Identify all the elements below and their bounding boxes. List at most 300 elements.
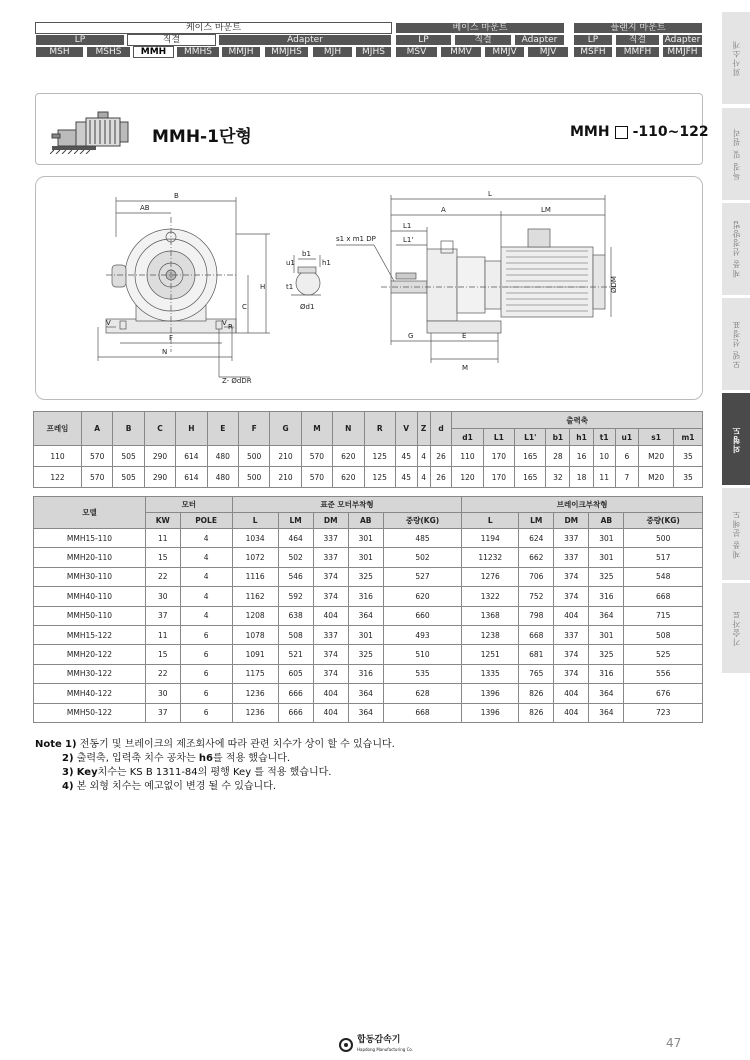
table-row	[34, 684, 703, 703]
table-cell: 16	[570, 446, 594, 467]
table-cell: MMH50-122	[34, 703, 146, 722]
dim-col-header: E	[207, 412, 238, 446]
nav-row3-item-0[interactable]: MSH	[35, 46, 84, 58]
table-cell: 676	[624, 684, 703, 703]
table-cell: 210	[270, 467, 301, 488]
table-cell: 364	[589, 684, 624, 703]
note-line	[35, 738, 395, 752]
side-tab-4[interactable]	[722, 393, 750, 487]
table-cell: 668	[519, 625, 554, 644]
table-cell: 715	[624, 606, 703, 625]
table-cell: 316	[348, 664, 383, 683]
table-cell: 706	[519, 567, 554, 586]
note-text-post: 치수는 KS B 1311-84의 평행 Key 를 적용 했습니다.	[97, 767, 332, 778]
note-text: 본 외형 치수는 예고없이 변경 될 수 있습니다.	[76, 781, 277, 792]
table-cell: 502	[278, 548, 313, 567]
motor-sub-header: KW	[146, 513, 181, 529]
table-cell: 4	[180, 529, 232, 548]
table-cell: 1091	[232, 645, 278, 664]
nav-row3-item-6[interactable]: MJH	[312, 46, 353, 58]
nav-row2-item-6[interactable]: LP	[573, 34, 613, 46]
table-cell: 337	[554, 548, 589, 567]
motor-sub-header: AB	[589, 513, 624, 529]
table-cell: 1072	[232, 548, 278, 567]
nav-row3-item-9[interactable]: MMV	[440, 46, 482, 58]
note-label: Note	[35, 739, 62, 750]
table-cell: 4	[180, 606, 232, 625]
table-cell: 26	[430, 467, 452, 488]
table-cell: 325	[589, 567, 624, 586]
motor-sub-header: AB	[348, 513, 383, 529]
note-line	[35, 766, 395, 780]
side-tab-2[interactable]	[722, 203, 750, 297]
table-cell: 668	[383, 703, 462, 722]
table-cell: 1396	[462, 684, 519, 703]
table-cell: 527	[383, 567, 462, 586]
table-cell: 325	[348, 645, 383, 664]
table-cell: 122	[34, 467, 82, 488]
nav-row2-item-8[interactable]: Adapter	[662, 34, 703, 46]
dim-label-t1: t1	[286, 283, 294, 291]
table-cell: 11	[146, 529, 181, 548]
table-cell: 6	[180, 703, 232, 722]
table-row	[34, 548, 703, 567]
table-cell: 37	[146, 703, 181, 722]
nav-row3-item-8[interactable]: MSV	[395, 46, 438, 58]
nav-row2-item-2[interactable]: Adapter	[218, 34, 392, 46]
side-tab-6[interactable]	[722, 583, 750, 675]
side-tab-1[interactable]	[722, 108, 750, 202]
nav-row2-item-1[interactable]: 직결	[127, 34, 216, 46]
table-cell: 480	[207, 467, 238, 488]
table-cell: 316	[589, 587, 624, 606]
model-code-suffix: -110~122	[632, 124, 709, 140]
table-cell: 7	[615, 467, 639, 488]
company-name-en: Hapdong Manufacturing Co.	[357, 1047, 414, 1052]
model-size-box	[615, 126, 628, 139]
table-cell: 666	[278, 703, 313, 722]
table-cell: 464	[278, 529, 313, 548]
table-cell: 500	[238, 446, 269, 467]
nav-row3-item-12[interactable]: MSFH	[573, 46, 613, 58]
dim-label-C: C	[242, 303, 247, 311]
table-cell: 404	[313, 606, 348, 625]
table-cell: 570	[82, 446, 113, 467]
nav-row2-item-5[interactable]: Adapter	[514, 34, 565, 46]
table-cell: 11	[593, 467, 615, 488]
table-cell: 4	[180, 587, 232, 606]
table-cell: 18	[570, 467, 594, 488]
note-text-post: 를 적용 했습니다.	[212, 753, 291, 764]
page-number: 47	[666, 1036, 682, 1050]
dim-sub-header: d1	[452, 429, 483, 446]
table-cell: 170	[483, 467, 514, 488]
table-cell: MMH20-122	[34, 645, 146, 664]
table-cell: 508	[278, 625, 313, 644]
table-row	[34, 446, 703, 467]
table-cell: 4	[417, 467, 430, 488]
dim-label-H: H	[260, 283, 266, 291]
dim-sub-header: s1	[639, 429, 674, 446]
table-row	[34, 664, 703, 683]
table-cell: 6	[180, 684, 232, 703]
note-text: 출력축, 입력축 치수 공차는	[76, 753, 199, 764]
nav-row-connection-types	[35, 34, 703, 46]
table-cell: 374	[554, 645, 589, 664]
nav-row3-item-4[interactable]: MMJH	[221, 46, 261, 58]
table-row	[34, 529, 703, 548]
table-cell: 11	[146, 625, 181, 644]
nav-row1-item-0[interactable]: 케이스 마운트	[35, 22, 392, 34]
table-cell: 110	[452, 446, 483, 467]
dim-col-header: 프레임	[34, 412, 82, 446]
table-cell: 666	[278, 684, 313, 703]
table-cell: 1236	[232, 703, 278, 722]
table-cell: 37	[146, 606, 181, 625]
dim-sub-header: L1'	[515, 429, 546, 446]
table-cell: 301	[348, 529, 383, 548]
motor-sub-header: 중량(KG)	[624, 513, 703, 529]
table-cell: 765	[519, 664, 554, 683]
table-cell: 1276	[462, 567, 519, 586]
dim-sub-header: h1	[570, 429, 594, 446]
nav-row2-item-4[interactable]: 직결	[454, 34, 512, 46]
table-cell: 480	[207, 446, 238, 467]
table-cell: 337	[313, 625, 348, 644]
table-cell: 301	[589, 625, 624, 644]
table-cell: 374	[554, 587, 589, 606]
motor-sub-header: LM	[519, 513, 554, 529]
table-cell: 638	[278, 606, 313, 625]
table-cell: 337	[313, 529, 348, 548]
table-cell: 500	[624, 529, 703, 548]
table-cell: 620	[333, 467, 364, 488]
table-cell: 620	[383, 587, 462, 606]
table-cell: MMH15-122	[34, 625, 146, 644]
table-cell: 301	[589, 529, 624, 548]
side-tab-label: 기술자료	[731, 610, 741, 646]
table-cell: 1238	[462, 625, 519, 644]
dim-col-header: C	[144, 412, 175, 446]
table-cell: 374	[313, 567, 348, 586]
note-number: 4)	[62, 781, 74, 792]
nav-row2-item-3[interactable]: LP	[395, 34, 452, 46]
note-line	[35, 752, 395, 766]
table-cell: 6	[615, 446, 639, 467]
col-model: 모델	[34, 497, 146, 529]
table-cell: 15	[146, 548, 181, 567]
table-cell: 505	[113, 446, 144, 467]
table-cell: 505	[113, 467, 144, 488]
dim-sub-header: b1	[546, 429, 570, 446]
table-cell: 28	[546, 446, 570, 467]
table-cell: 1396	[462, 703, 519, 722]
table-cell: 170	[483, 446, 514, 467]
nav-row3-item-3[interactable]: MMHS	[176, 46, 220, 58]
table-cell: 6	[180, 645, 232, 664]
table-cell: 26	[430, 446, 452, 467]
nav-row3-item-7[interactable]: MJHS	[355, 46, 392, 58]
dim-label-zdr: Z- ØdDR	[222, 377, 252, 385]
table-row	[34, 587, 703, 606]
nav-row2-item-0[interactable]: LP	[35, 34, 125, 46]
nav-row1-item-1[interactable]: 베이스 마운트	[395, 22, 565, 34]
dim-label-B: B	[174, 192, 179, 200]
nav-row3-item-14[interactable]: MMJFH	[662, 46, 703, 58]
table-cell: 570	[301, 467, 332, 488]
table-cell: 1116	[232, 567, 278, 586]
notes	[35, 738, 395, 794]
nav-row1-item-2[interactable]: 플랜지 마운트	[573, 22, 703, 34]
dim-label-h1: h1	[322, 259, 331, 267]
side-tab-label: 특징 및 원리	[731, 127, 741, 181]
dim-col-header: B	[113, 412, 144, 446]
side-tab-3[interactable]	[722, 298, 750, 392]
table-cell: 325	[348, 567, 383, 586]
table-cell: 374	[313, 664, 348, 683]
dim-sub-header: t1	[593, 429, 615, 446]
dim-label-V-right: V	[222, 319, 227, 327]
table-cell: 628	[383, 684, 462, 703]
table-cell: 4	[180, 548, 232, 567]
nav-row-models	[35, 46, 703, 58]
drawing-panel	[35, 176, 703, 400]
side-tab-label: 제품 분해도	[731, 509, 741, 559]
note-bold: Key	[76, 767, 98, 778]
dim-label-LM: LM	[541, 206, 551, 214]
col-std-group: 표준 모터부착형	[232, 497, 462, 513]
dim-col-header: M	[301, 412, 332, 446]
table-cell: 364	[348, 703, 383, 722]
table-cell: 798	[519, 606, 554, 625]
dim-label-L1p: L1'	[403, 236, 414, 244]
dim-label-V-left: V	[106, 319, 111, 327]
table-cell: 662	[519, 548, 554, 567]
motor-sub-header: DM	[313, 513, 348, 529]
table-cell: 1194	[462, 529, 519, 548]
table-cell: 210	[270, 446, 301, 467]
table-cell: 125	[364, 446, 395, 467]
table-cell: 548	[624, 567, 703, 586]
table-cell: 508	[624, 625, 703, 644]
table-cell: 620	[333, 446, 364, 467]
model-code	[570, 124, 709, 140]
table-cell: 485	[383, 529, 462, 548]
note-number: 1)	[65, 739, 77, 750]
table-cell: 165	[515, 467, 546, 488]
table-cell: 1208	[232, 606, 278, 625]
side-tab-label: 회사소개	[731, 40, 741, 76]
table-cell: M20	[639, 467, 674, 488]
dim-col-header: F	[238, 412, 269, 446]
table-cell: 10	[593, 446, 615, 467]
dim-label-F: F	[169, 334, 174, 342]
company-name: 합동감속기	[357, 1035, 401, 1045]
table-cell: 316	[348, 587, 383, 606]
table-cell: 1078	[232, 625, 278, 644]
side-tab-label: 모델 선정표	[731, 319, 741, 369]
table-cell: 1162	[232, 587, 278, 606]
table-cell: 535	[383, 664, 462, 683]
nav-row3-item-1[interactable]: MSHS	[86, 46, 131, 58]
reducer-icon	[50, 108, 134, 154]
dim-label-A: A	[441, 206, 446, 214]
table-row	[34, 625, 703, 644]
table-cell: 316	[589, 664, 624, 683]
table-cell: 337	[554, 529, 589, 548]
table-cell: 364	[589, 703, 624, 722]
table-cell: 570	[301, 446, 332, 467]
table-cell: 364	[348, 684, 383, 703]
table-cell: 110	[34, 446, 82, 467]
dim-col-header: N	[333, 412, 364, 446]
table-cell: 556	[624, 664, 703, 683]
table-cell: 1236	[232, 684, 278, 703]
table-cell: MMH30-122	[34, 664, 146, 683]
table-cell: 502	[383, 548, 462, 567]
dim-col-header: H	[176, 412, 207, 446]
table-cell: MMH15-110	[34, 529, 146, 548]
table-cell: 364	[589, 606, 624, 625]
table-cell: MMH50-110	[34, 606, 146, 625]
dim-sub-header: L1	[483, 429, 514, 446]
title-panel	[35, 93, 709, 165]
table-cell: 546	[278, 567, 313, 586]
table-cell: 404	[554, 684, 589, 703]
table-cell: 22	[146, 664, 181, 683]
side-tab-5[interactable]	[722, 488, 750, 582]
table-cell: 35	[674, 467, 703, 488]
table-cell: 15	[146, 645, 181, 664]
nav-row3-item-10[interactable]: MMJV	[484, 46, 525, 58]
table-cell: 374	[313, 587, 348, 606]
motor-sub-header: L	[462, 513, 519, 529]
model-code-prefix: MMH	[570, 124, 610, 140]
table-cell: 32	[546, 467, 570, 488]
table-cell: 404	[554, 703, 589, 722]
table-cell: 752	[519, 587, 554, 606]
motor-table	[33, 496, 703, 723]
dim-label-R: R	[228, 323, 233, 331]
table-cell: 337	[313, 548, 348, 567]
dim-label-u1: u1	[286, 259, 295, 267]
table-cell: 1175	[232, 664, 278, 683]
note-bold: h6	[198, 753, 213, 764]
dim-sub-header: m1	[674, 429, 703, 446]
dim-label-E: E	[462, 332, 467, 340]
table-cell: M20	[639, 446, 674, 467]
table-cell: 404	[554, 606, 589, 625]
table-cell: 826	[519, 684, 554, 703]
table-cell: 6	[180, 664, 232, 683]
nav-row2-item-7[interactable]: 직결	[615, 34, 660, 46]
dim-label-N: N	[162, 348, 168, 356]
dim-label-L1: L1	[403, 222, 412, 230]
nav-row3-item-13[interactable]: MMFH	[615, 46, 660, 58]
table-cell: 1335	[462, 664, 519, 683]
table-cell: 681	[519, 645, 554, 664]
table-cell: 290	[144, 467, 175, 488]
dim-sub-header: u1	[615, 429, 639, 446]
table-cell: 500	[238, 467, 269, 488]
note-text: 전동기 및 브레이크의 제조회사에 따라 관련 치수가 상이 할 수 있습니다.	[79, 739, 395, 750]
table-cell: MMH30-110	[34, 567, 146, 586]
nav-row3-item-5[interactable]: MMJHS	[264, 46, 309, 58]
table-cell: 325	[589, 645, 624, 664]
dim-label-M: M	[462, 364, 469, 372]
table-row	[34, 645, 703, 664]
motor-sub-header: LM	[278, 513, 313, 529]
dim-col-group-output: 출력축	[452, 412, 703, 429]
dim-label-d1: Ød1	[300, 303, 315, 311]
side-tab-0[interactable]	[722, 12, 750, 106]
table-cell: 4	[180, 567, 232, 586]
table-row	[34, 703, 703, 722]
table-cell: 301	[589, 548, 624, 567]
table-cell: 521	[278, 645, 313, 664]
table-cell: 6	[180, 625, 232, 644]
table-cell: 301	[348, 625, 383, 644]
nav-row3-item-11[interactable]: MJV	[527, 46, 569, 58]
table-cell: 723	[624, 703, 703, 722]
table-cell: 165	[515, 446, 546, 467]
dim-col-header: G	[270, 412, 301, 446]
table-cell: 525	[624, 645, 703, 664]
table-cell: 35	[674, 446, 703, 467]
table-cell: 404	[313, 703, 348, 722]
note-number: 2)	[62, 753, 74, 764]
table-cell: 592	[278, 587, 313, 606]
table-row	[34, 467, 703, 488]
table-cell: 30	[146, 684, 181, 703]
table-cell: 337	[554, 625, 589, 644]
table-cell: 668	[624, 587, 703, 606]
table-cell: MMH40-122	[34, 684, 146, 703]
table-cell: 404	[313, 684, 348, 703]
table-cell: 22	[146, 567, 181, 586]
table-cell: 1034	[232, 529, 278, 548]
motor-sub-header: 중량(KG)	[383, 513, 462, 529]
dim-label-DM: ØDM	[610, 276, 618, 293]
table-cell: 517	[624, 548, 703, 567]
table-cell: MMH20-110	[34, 548, 146, 567]
dim-label-b1: b1	[302, 250, 311, 258]
table-cell: 493	[383, 625, 462, 644]
dim-label-L: L	[488, 190, 492, 198]
table-cell: 364	[348, 606, 383, 625]
table-cell: 826	[519, 703, 554, 722]
dim-col-header: R	[364, 412, 395, 446]
table-cell: 510	[383, 645, 462, 664]
dim-label-AB: AB	[140, 204, 150, 212]
table-cell: 1368	[462, 606, 519, 625]
table-row	[34, 567, 703, 586]
nav-row3-item-2[interactable]: MMH	[133, 46, 174, 58]
motor-sub-header: POLE	[180, 513, 232, 529]
table-cell: 374	[554, 664, 589, 683]
note-line	[35, 780, 395, 794]
table-cell: 290	[144, 446, 175, 467]
table-cell: 301	[348, 548, 383, 567]
table-cell: 614	[176, 446, 207, 467]
side-tab-label: 제품 선정방법	[731, 220, 741, 278]
table-cell: 125	[364, 467, 395, 488]
table-cell: 570	[82, 467, 113, 488]
col-motor-group: 모터	[146, 497, 233, 513]
dim-label-s1: s1 x m1 DP	[336, 235, 376, 243]
dimension-table	[33, 411, 703, 488]
table-cell: 605	[278, 664, 313, 683]
